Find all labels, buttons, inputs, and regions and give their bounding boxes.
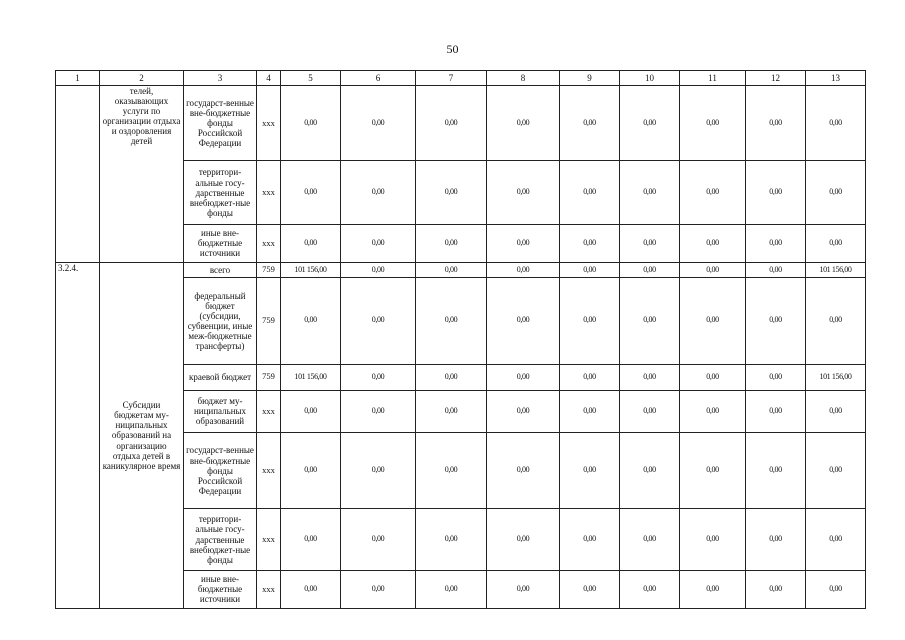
value-cell: 0,00 [680,432,746,508]
value-cell: 0,00 [806,390,866,432]
column-number: 3 [184,71,257,86]
value-cell: 0,00 [560,364,620,390]
value-cell: 0,00 [620,432,680,508]
value-cell: 0,00 [341,432,416,508]
item-number-cell [56,86,100,263]
value-cell: 0,00 [487,86,560,161]
value-cell: 0,00 [341,390,416,432]
value-cell: 0,00 [281,224,341,262]
funding-source: иные вне-бюджетные источники [184,224,257,262]
value-cell: 0,00 [806,224,866,262]
value-cell: 0,00 [341,161,416,224]
value-cell: 0,00 [746,278,806,364]
funding-source: всего [184,263,257,278]
funding-source: государст-венные вне-бюджетные фонды Российской Федерации [184,432,257,508]
value-cell: 0,00 [680,390,746,432]
value-cell: 0,00 [680,364,746,390]
value-cell: 0,00 [620,390,680,432]
value-cell: 0,00 [560,278,620,364]
column-number: 12 [746,71,806,86]
value-cell: 0,00 [746,509,806,570]
value-cell: 0,00 [680,509,746,570]
budget-code: ххх [257,570,281,608]
value-cell: 0,00 [416,509,487,570]
value-cell: 0,00 [680,161,746,224]
value-cell: 0,00 [680,263,746,278]
value-cell: 0,00 [560,224,620,262]
value-cell: 0,00 [746,364,806,390]
value-cell: 0,00 [560,161,620,224]
value-cell: 0,00 [560,86,620,161]
value-cell: 0,00 [487,364,560,390]
funding-source: краевой бюджет [184,364,257,390]
funding-source: бюджет му-ниципальных образований [184,390,257,432]
value-cell: 0,00 [487,509,560,570]
value-cell: 101 156,00 [281,364,341,390]
value-cell: 0,00 [746,570,806,608]
value-cell: 0,00 [746,224,806,262]
column-number: 8 [487,71,560,86]
column-number: 2 [100,71,184,86]
value-cell: 0,00 [680,86,746,161]
value-cell: 0,00 [341,509,416,570]
page-number: 50 [446,42,459,56]
value-cell: 0,00 [487,161,560,224]
value-cell: 101 156,00 [806,364,866,390]
budget-code: ххх [257,224,281,262]
value-cell: 0,00 [416,263,487,278]
value-cell: 0,00 [806,432,866,508]
value-cell: 0,00 [341,570,416,608]
value-cell: 0,00 [416,390,487,432]
budget-code: 759 [257,278,281,364]
value-cell: 0,00 [341,224,416,262]
value-cell: 0,00 [746,161,806,224]
value-cell: 0,00 [341,86,416,161]
value-cell: 0,00 [487,263,560,278]
value-cell: 101 156,00 [806,263,866,278]
value-cell: 0,00 [341,278,416,364]
column-number: 9 [560,71,620,86]
column-number: 1 [56,71,100,86]
value-cell: 0,00 [806,161,866,224]
column-number: 6 [341,71,416,86]
value-cell: 0,00 [680,224,746,262]
table-row [56,263,866,278]
value-cell: 0,00 [746,86,806,161]
value-cell: 0,00 [281,390,341,432]
value-cell: 0,00 [416,364,487,390]
value-cell: 0,00 [620,263,680,278]
budget-code: ххх [257,432,281,508]
value-cell: 0,00 [487,224,560,262]
funding-source: государст-венные вне-бюджетные фонды Российской Федерации [184,86,257,161]
value-cell: 0,00 [281,432,341,508]
value-cell: 0,00 [620,364,680,390]
value-cell: 0,00 [341,364,416,390]
value-cell: 0,00 [281,509,341,570]
value-cell: 0,00 [806,278,866,364]
budget-table [55,70,866,609]
value-cell: 0,00 [806,570,866,608]
value-cell: 0,00 [487,570,560,608]
value-cell: 0,00 [680,278,746,364]
value-cell: 0,00 [680,570,746,608]
value-cell: 0,00 [620,224,680,262]
table-row [56,86,866,161]
column-number: 11 [680,71,746,86]
column-number: 10 [620,71,680,86]
value-cell: 0,00 [281,570,341,608]
value-cell: 0,00 [620,161,680,224]
funding-source: территори-альные госу-дарственные внебюджет-ные фонды [184,509,257,570]
value-cell: 0,00 [416,86,487,161]
item-number-cell: 3.2.4. [56,263,100,609]
value-cell: 0,00 [620,86,680,161]
value-cell: 0,00 [487,432,560,508]
value-cell: 0,00 [281,86,341,161]
column-number-row [56,71,866,86]
budget-code: 759 [257,364,281,390]
value-cell: 0,00 [746,263,806,278]
item-name-cell: телей, оказывающих услуги по организации отдыха и оздоровления детей [100,86,184,263]
value-cell: 0,00 [416,224,487,262]
value-cell: 0,00 [416,161,487,224]
budget-code: 759 [257,263,281,278]
value-cell: 0,00 [746,390,806,432]
value-cell: 0,00 [746,432,806,508]
value-cell: 0,00 [487,390,560,432]
value-cell: 0,00 [416,570,487,608]
value-cell: 0,00 [560,390,620,432]
budget-code: ххх [257,509,281,570]
value-cell: 0,00 [560,509,620,570]
value-cell: 0,00 [560,432,620,508]
budget-code: ххх [257,390,281,432]
funding-source: федеральный бюджет (субсидии, субвенции, иные меж-бюджетные трансферты) [184,278,257,364]
value-cell: 0,00 [560,570,620,608]
value-cell: 0,00 [620,570,680,608]
value-cell: 0,00 [341,263,416,278]
value-cell: 0,00 [560,263,620,278]
value-cell: 0,00 [416,278,487,364]
value-cell: 0,00 [620,509,680,570]
column-number: 5 [281,71,341,86]
value-cell: 0,00 [281,278,341,364]
value-cell: 101 156,00 [281,263,341,278]
value-cell: 0,00 [620,278,680,364]
value-cell: 0,00 [487,278,560,364]
funding-source: иные вне-бюджетные источники [184,570,257,608]
value-cell: 0,00 [281,161,341,224]
budget-code: ххх [257,86,281,161]
value-cell: 0,00 [806,86,866,161]
item-name-cell: Субсидии бюджетам му-ниципальных образований на организацию отдыха детей в каникулярное время [100,263,184,609]
column-number: 7 [416,71,487,86]
value-cell: 0,00 [416,432,487,508]
funding-source: территори-альные госу-дарственные внебюджет-ные фонды [184,161,257,224]
column-number: 4 [257,71,281,86]
column-number: 13 [806,71,866,86]
budget-code: ххх [257,161,281,224]
value-cell: 0,00 [806,509,866,570]
